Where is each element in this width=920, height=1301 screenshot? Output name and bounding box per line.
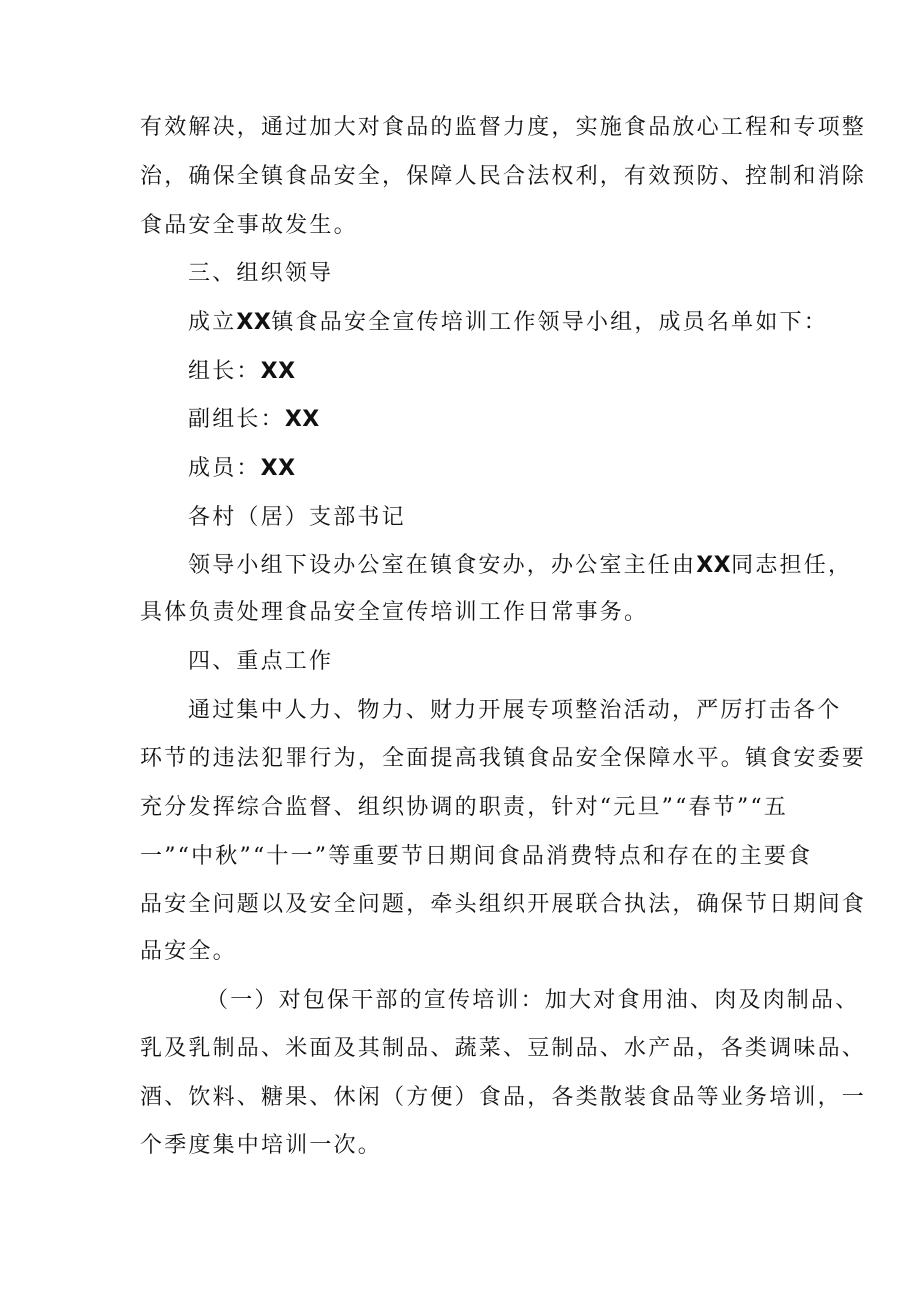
section-heading-4: 四、重点工作	[188, 649, 334, 674]
section-heading-3: 三、组织领导	[188, 261, 334, 286]
paragraph-5-line-1: （一）对包保干部的宣传培训：加大对食用油、肉及肉制品、	[206, 988, 860, 1013]
paragraph-1-line-3: 食品安全事故发生。	[140, 213, 358, 238]
leader-value: XX	[260, 359, 296, 384]
paragraph-5-line-3: 酒、饮料、糖果、休闲（方便）食品，各类散装食品等业务培训，一	[140, 1085, 867, 1110]
paragraph-3-line-1	[188, 551, 852, 581]
paragraph-1-line-1: 有效解决，通过加大对食品的监督力度，实施食品放心工程和专项整	[140, 115, 867, 140]
paragraph-4-line-3: 充分发挥综合监督、组织协调的职责，针对“元旦”“春节”“五	[140, 795, 789, 820]
paragraph-3-pre: 领导小组下设办公室在镇食安办，办公室主任由	[188, 553, 697, 578]
paragraph-2-pre: 成立	[188, 310, 237, 335]
paragraph-1-line-2: 治，确保全镇食品安全，保障人民合法权利，有效预防、控制和消除	[140, 164, 867, 189]
deputy-label: 副组长：	[188, 407, 285, 432]
paragraph-4-line-1: 通过集中人力、物力、财力开展专项整治活动，严厉打击各个	[188, 698, 842, 723]
paragraph-5-line-2: 乳及乳制品、米面及其制品、蔬菜、豆制品、水产品，各类调味品、	[140, 1036, 867, 1061]
town-name-placeholder: XX	[236, 310, 272, 335]
deputy-value: XX	[284, 407, 320, 432]
paragraph-2-post: 镇食品安全宣传培训工作领导小组，成员名单如下：	[271, 310, 828, 335]
member-label: 成员：	[188, 456, 261, 481]
paragraph-4-line-5: 品安全问题以及安全问题，牵头组织开展联合执法，确保节日期间食	[140, 892, 867, 917]
member-line	[188, 454, 296, 484]
paragraph-2	[188, 308, 828, 338]
paragraph-3-post: 同志担任，	[731, 553, 853, 578]
secretaries-line: 各村（居）支部书记	[188, 505, 406, 530]
paragraph-4-line-6: 品安全。	[140, 939, 237, 964]
paragraph-4-line-2: 环节的违法犯罪行为，全面提高我镇食品安全保障水平。镇食安委要	[140, 746, 867, 771]
paragraph-4-line-4: 一”“中秋”“十一”等重要节日期间食品消费特点和存在的主要食	[140, 844, 813, 869]
paragraph-3-line-2: 具体负责处理食品安全宣传培训工作日常事务。	[140, 600, 649, 625]
member-value: XX	[260, 456, 296, 481]
director-name-placeholder: XX	[696, 553, 732, 578]
leader-line	[188, 357, 296, 387]
paragraph-5-line-4: 个季度集中培训一次。	[140, 1133, 383, 1158]
leader-label: 组长：	[188, 359, 261, 384]
deputy-line	[188, 405, 320, 435]
